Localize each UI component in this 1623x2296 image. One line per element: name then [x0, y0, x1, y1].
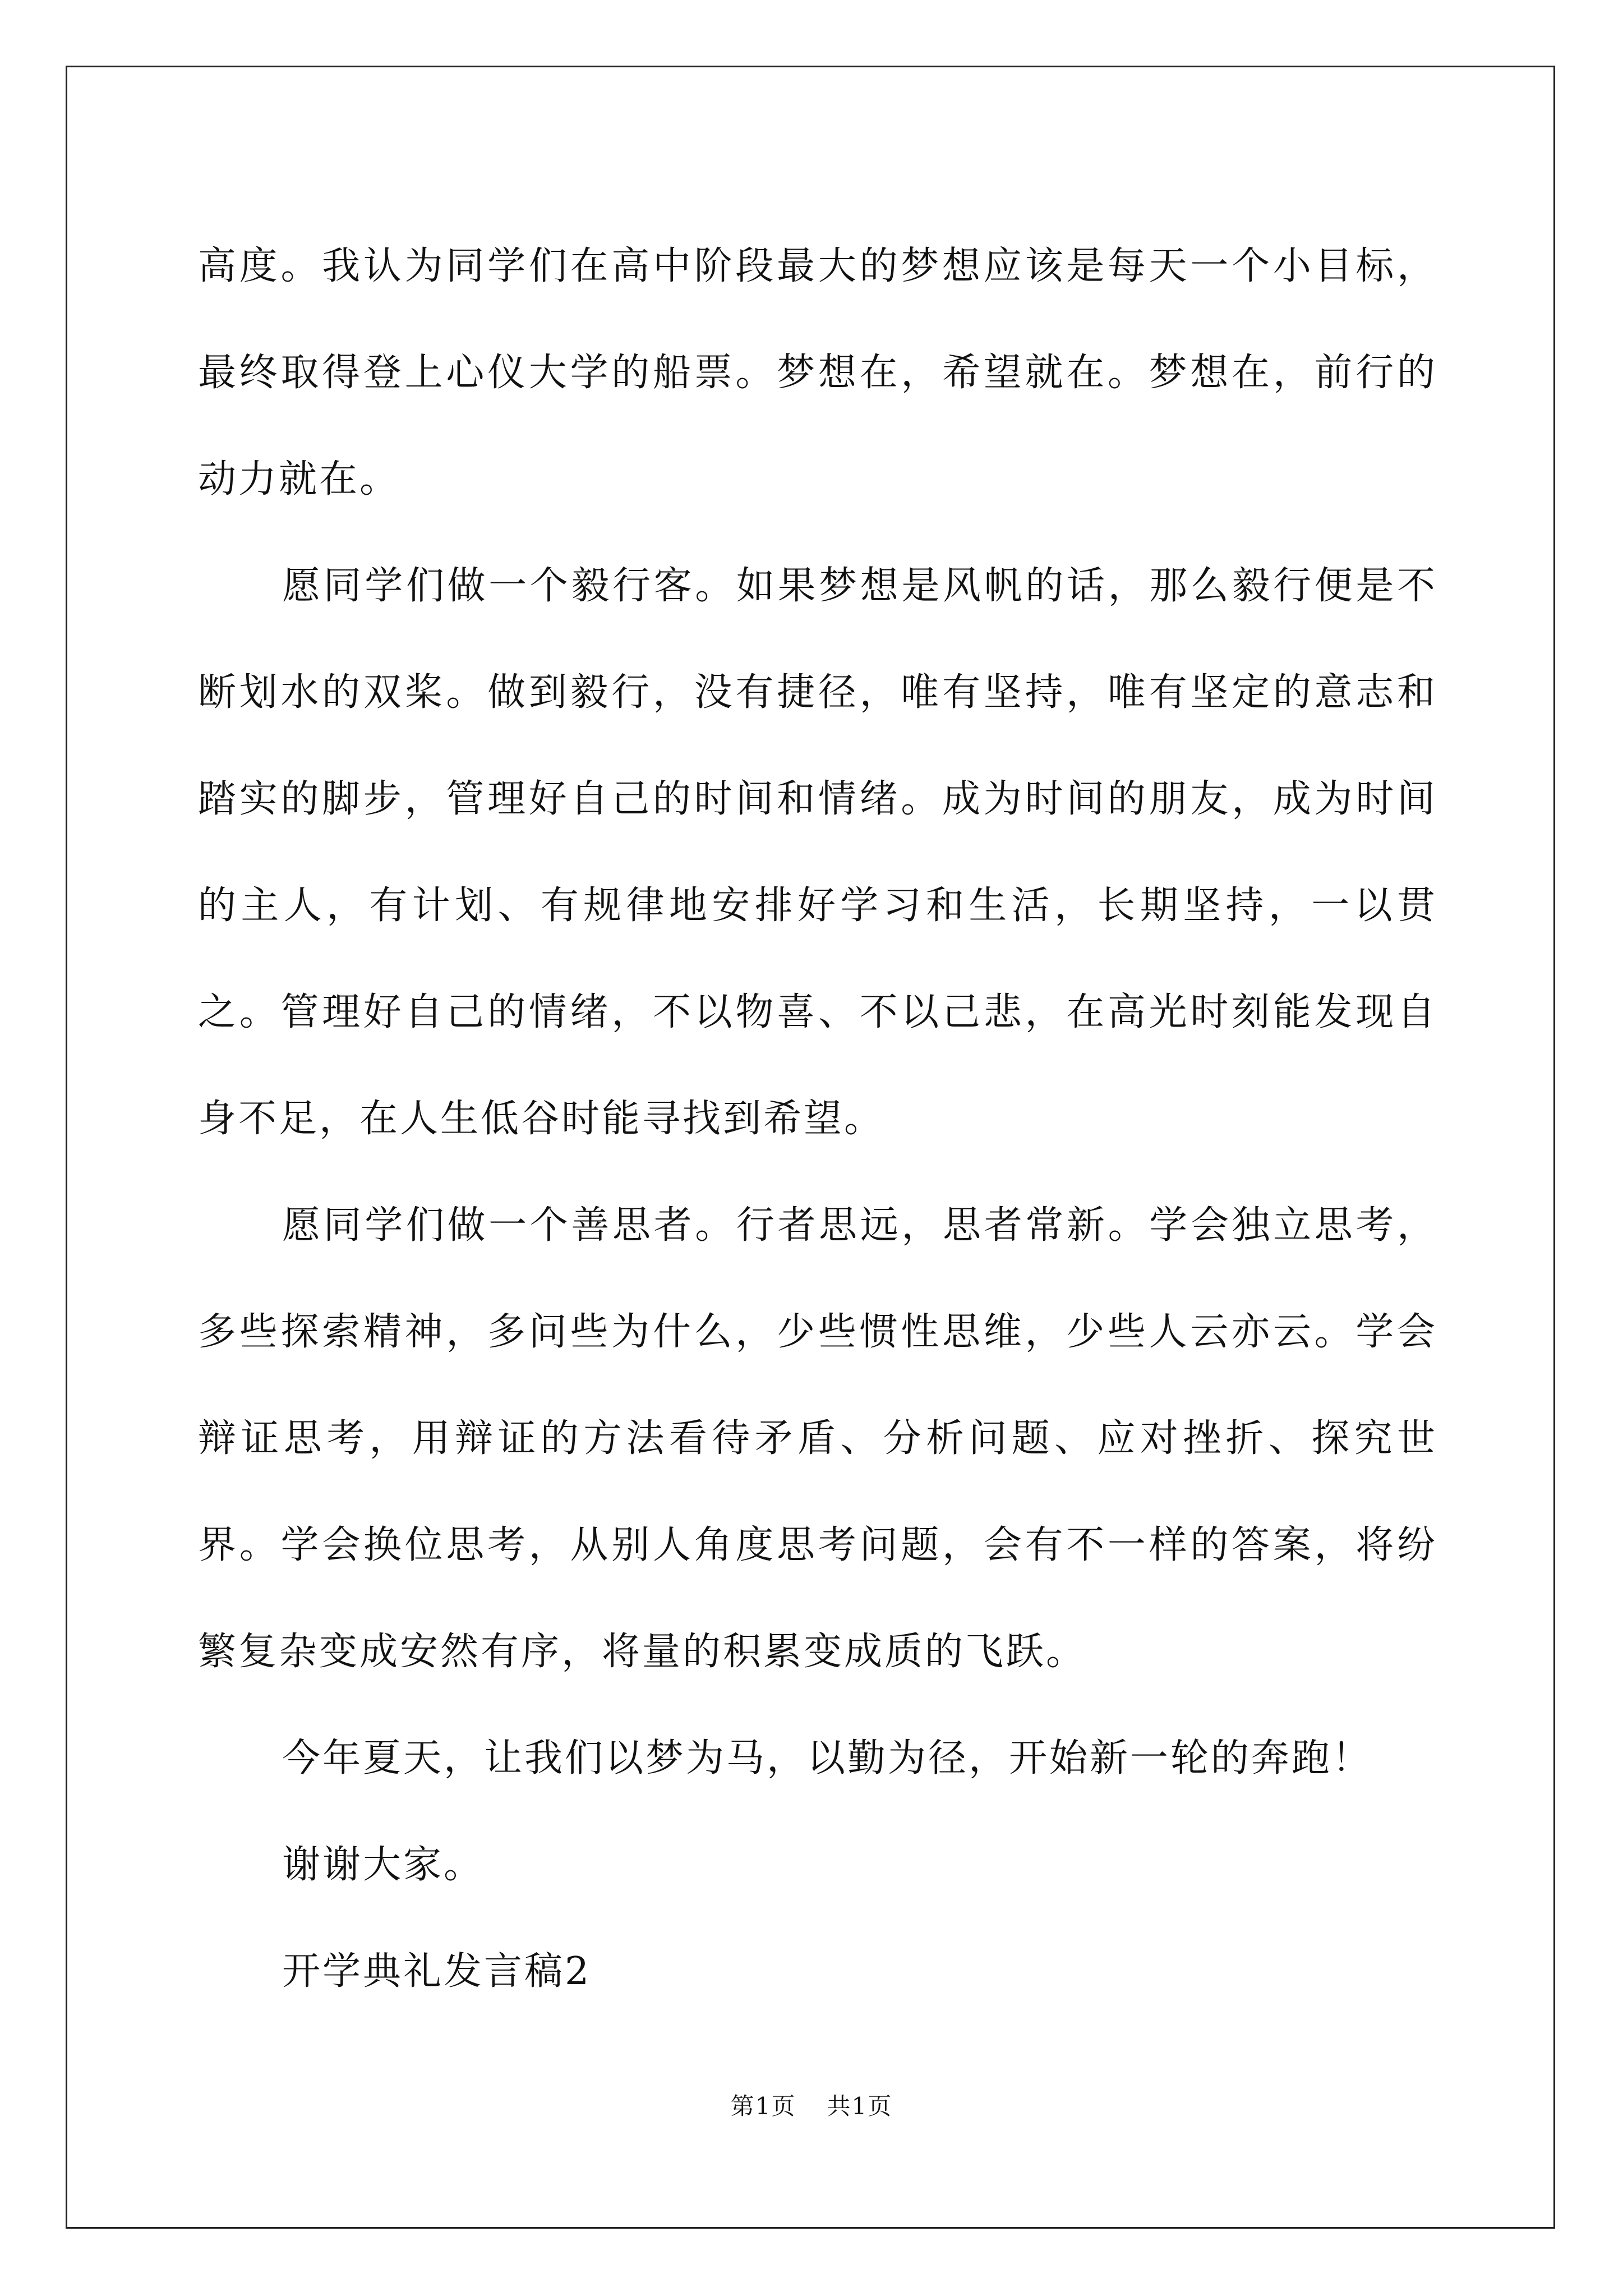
page-number: 第1页	[730, 2092, 796, 2120]
paragraph-5: 谢谢大家。	[282, 1843, 485, 1887]
paragraph-2: 愿同学们做一个毅行客。如果梦想是风帆的话，那么毅行便是不断划水的双桨。做到毅行，没有捷径，唯有坚持，唯有坚定的意志和踏实的脚步，管理好自己的时间和情绪。成为时间的朋友，成为时间的主人，有计划、有规律地安排好学习和生活，长期坚持，一以贯之。管理好自己的情绪，不以物喜、不以己悲，在高光时刻能发现自身不足，在人生低谷时能寻找到希望。	[198, 564, 1437, 1141]
page-total: 共1页	[827, 2092, 893, 2120]
paragraph-4: 今年夏天，让我们以梦为马，以勤为径，开始新一轮的奔跑！	[282, 1736, 1373, 1780]
paragraph-3: 愿同学们做一个善思者。行者思远，思者常新。学会独立思考，多些探索精神，多问些为什么，少些惯性思维，少些人云亦云。学会辩证思考，用辩证的方法看待矛盾、分析问题、应对挫折、探究世界。学会换位思考，从别人角度思考问题，会有不一样的答案，将纷繁复杂变成安然有序，将量的积累变成质的飞跃。	[198, 1203, 1437, 1674]
document-body	[198, 213, 1437, 2025]
page-footer	[0, 2090, 1623, 2123]
paragraph-1: 高度。我认为同学们在高中阶段最大的梦想应该是每天一个小目标，最终取得登上心仪大学的船票。梦想在，希望就在。梦想在，前行的动力就在。	[198, 244, 1437, 501]
section-heading: 开学典礼发言稿2	[282, 1949, 592, 1994]
